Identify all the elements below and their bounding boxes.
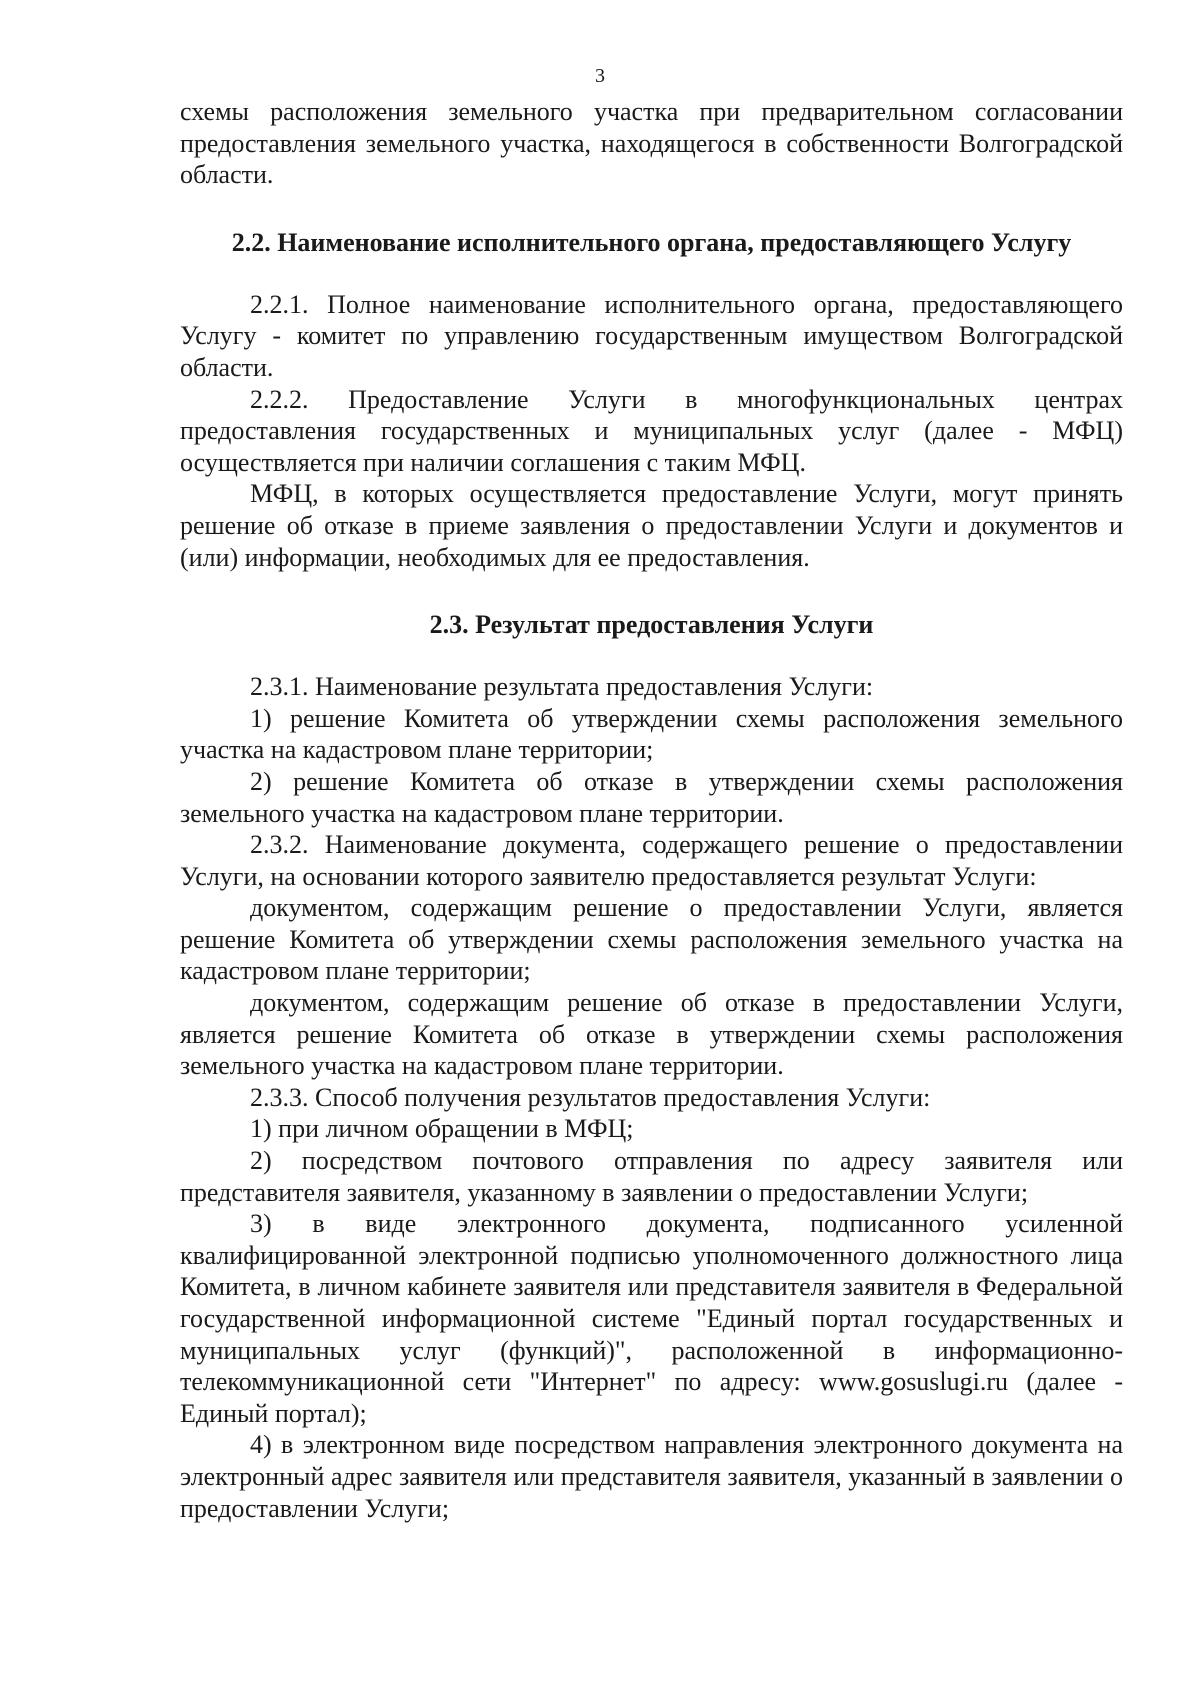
paragraph-continuation: схемы расположения земельного участка при предварительном согласовании предоставления земельного участка, находящегося в собственности Волгоградской области. xyxy=(180,97,1123,190)
page-number: 3 xyxy=(595,65,605,87)
paragraph-document-positive: документом, содержащим решение о предоставлении Услуги, является решение Комитета об утверждении схемы расположения земельного участка на кадастровом плане территории; xyxy=(180,893,1123,986)
paragraph-2-3-1: 2.3.1. Наименование результата предоставления Услуги: xyxy=(250,672,874,702)
paragraph-2-3-2: 2.3.2. Наименование документа, содержащего решение о предоставлении Услуги, на основании которого заявителю предоставляется результат Услуги: xyxy=(180,830,1123,891)
paragraph-document-negative: документом, содержащим решение об отказе в предоставлении Услуги, является решение Комитета об отказе в утверждении схемы расположения земельного участка на кадастровом плане территории. xyxy=(180,988,1123,1081)
section-heading-2-2: 2.2. Наименование исполнительного органа, предоставляющего Услугу xyxy=(231,227,1072,257)
paragraph-2-2-1: 2.2.1. Полное наименование исполнительного органа, предоставляющего Услугу - комитет по управлению государственным имуществом Волгоградской области. xyxy=(180,289,1123,382)
section-heading-2-3: 2.3. Результат предоставления Услуги xyxy=(429,610,874,640)
list-item-method-2: 2) посредством почтового отправления по адресу заявителя или представителя заявителя, указанному в заявлении о предоставлении Услуги; xyxy=(180,1146,1123,1207)
paragraph-mfc: МФЦ, в которых осуществляется предоставление Услуги, могут принять решение об отказе в приеме заявления о предоставлении Услуги и документов и (или) информации, необходимых для ее предоставления. xyxy=(180,479,1123,572)
list-item-method-3: 3) в виде электронного документа, подписанного усиленной квалифицированной электронной подписью уполномоченного должностного лица Комитета, в личном кабинете заявителя или представителя заявителя в Федеральной государственной информационной системе "Единый портал государственных и муниципальных услуг (функций)", расположенной в информационно-телекоммуникационной сети "Интернет" по адресу: www.gosuslugi.ru (далее - Единый портал); xyxy=(180,1209,1123,1428)
list-item-result-2: 2) решение Комитета об отказе в утверждении схемы расположения земельного участка на кадастровом плане территории. xyxy=(180,766,1123,828)
list-item-method-1: 1) при личном обращении в МФЦ; xyxy=(250,1114,634,1144)
list-item-result-1: 1) решение Комитета об утверждении схемы расположения земельного участка на кадастровом плане территории; xyxy=(180,703,1123,765)
paragraph-2-3-3: 2.3.3. Способ получения результатов предоставления Услуги: xyxy=(250,1082,931,1112)
document-body xyxy=(180,96,1123,1524)
list-item-method-4: 4) в электронном виде посредством направления электронного документа на электронный адрес заявителя или представителя заявителя, указанный в заявлении о предоставлении Услуги; xyxy=(180,1430,1123,1523)
paragraph-2-2-2: 2.2.2. Предоставление Услуги в многофункциональных центрах предоставления государственных и муниципальных услуг (далее - МФЦ) осуществляется при наличии соглашения с таким МФЦ. xyxy=(180,384,1123,477)
